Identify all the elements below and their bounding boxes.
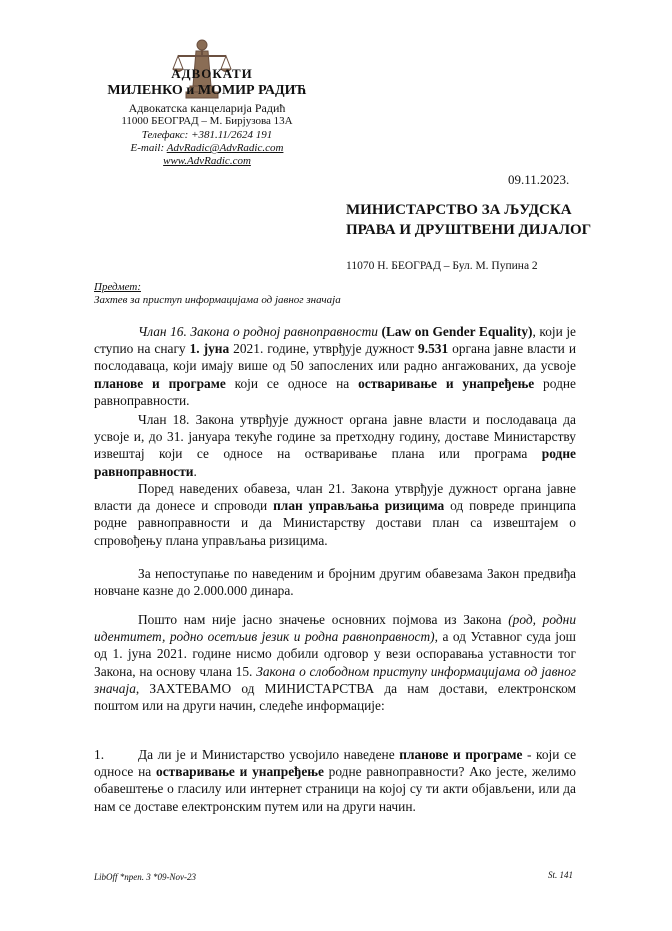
p1-english: (Law on Gender Equality) xyxy=(377,324,533,339)
website-link[interactable]: www.AdvRadic.com xyxy=(163,155,251,167)
paragraph-5: Пошто нам није јасно значење основних појмова из Закона (род, родни идентитет, родно осетљив језик и родна равноправност), а од Уставног суда још од 1. јуна 2021. године нисмо добили одговор у вези оспоравања уставности тог Закона, на основу члана 15. Закона о слободном приступу информацијама од јавног значаја, ЗАХТЕВАМО од МИНИСТАРСТВА да нам достави, електронском поштом или на други начин, следеће информације: xyxy=(94,612,577,714)
paragraph-4: За непоступање по наведеним и бројним другим обавезама Закон предвиђа новчане казне до 2.000.000 динара. xyxy=(94,566,576,599)
recipient-name: МИНИСТАРСТВО ЗА ЉУДСКА ПРАВА И ДРУШТВЕНИ ДИЈАЛОГ xyxy=(346,202,592,238)
firm-email xyxy=(92,142,322,154)
firm-website xyxy=(92,155,322,167)
paragraph-3: Поред наведених обавеза, члан 21. Закона утврђује дужност органа јавне власти да донесе и спроводи план управљања ризицима од повреде принципа родне равноправности и да Министарству достави план са извештајем о спровођењу плана управљања ризицима. xyxy=(94,481,577,548)
email-link[interactable]: AdvRadic@AdvRadic.com xyxy=(166,142,284,154)
subject-label: Предмет: xyxy=(94,281,141,293)
list-number: 1. xyxy=(94,747,105,762)
firm-phone: Телефакс: +381.11/2624 191 xyxy=(141,129,273,141)
firm-address: 11000 БЕОГРАД – М. Бирјузова 13А xyxy=(121,115,293,127)
firm-partners: МИЛЕНКО и МОМИР РАДИЋ xyxy=(107,83,307,98)
firm-title: АДВОКАТИ xyxy=(171,66,253,81)
footer-ref: LibOff *npen. 3 *09-Nov-23 xyxy=(94,872,196,882)
firm-office: Адвокатска канцеларија Радић xyxy=(128,101,286,115)
p1-law-ref: Члан 16. Закона о родној равноправности xyxy=(138,324,378,339)
paragraph-1: Члан 16. Закона о родној равноправности (Law on Gender Equality), који је ступио на снагу 1. јуна 2021. године, утврђује дужност 9.531 органа јавне власти и послодаваца, који имају више од 50 запослених или радно ангажованих, да усвоје планове и програме који се односе на остваривање и унапређење родне равноправности. xyxy=(94,324,576,408)
subject-text: Захтев за приступ информацијама од јавног значаја xyxy=(94,294,341,306)
letter-date: 09.11.2023. xyxy=(508,172,570,187)
recipient-address: 11070 Н. БЕОГРАД – Бул. М. Пупина 2 xyxy=(346,260,538,272)
request-item-1: 1. Да ли је и Министарство усвојило наведене планове и програме - који се односе на остваривање и унапређење родне равноправности? Ако јесте, желимо обавештење о гласилу или интернет страници на којој су ти акти објављени, или да нам се доставе електронским путем или на други начин. xyxy=(94,747,577,814)
paragraph-2: Члан 18. Закона утврђује дужност органа јавне власти и послодаваца да усвоје и, до 31. јануара текуће године за претходну годину, доставе Министарству извештај који се односе на остваривање плана или програма родне равноправности. xyxy=(94,412,576,479)
email-label: E-mail: xyxy=(130,142,165,154)
footer-page: St. 141 xyxy=(548,870,574,880)
